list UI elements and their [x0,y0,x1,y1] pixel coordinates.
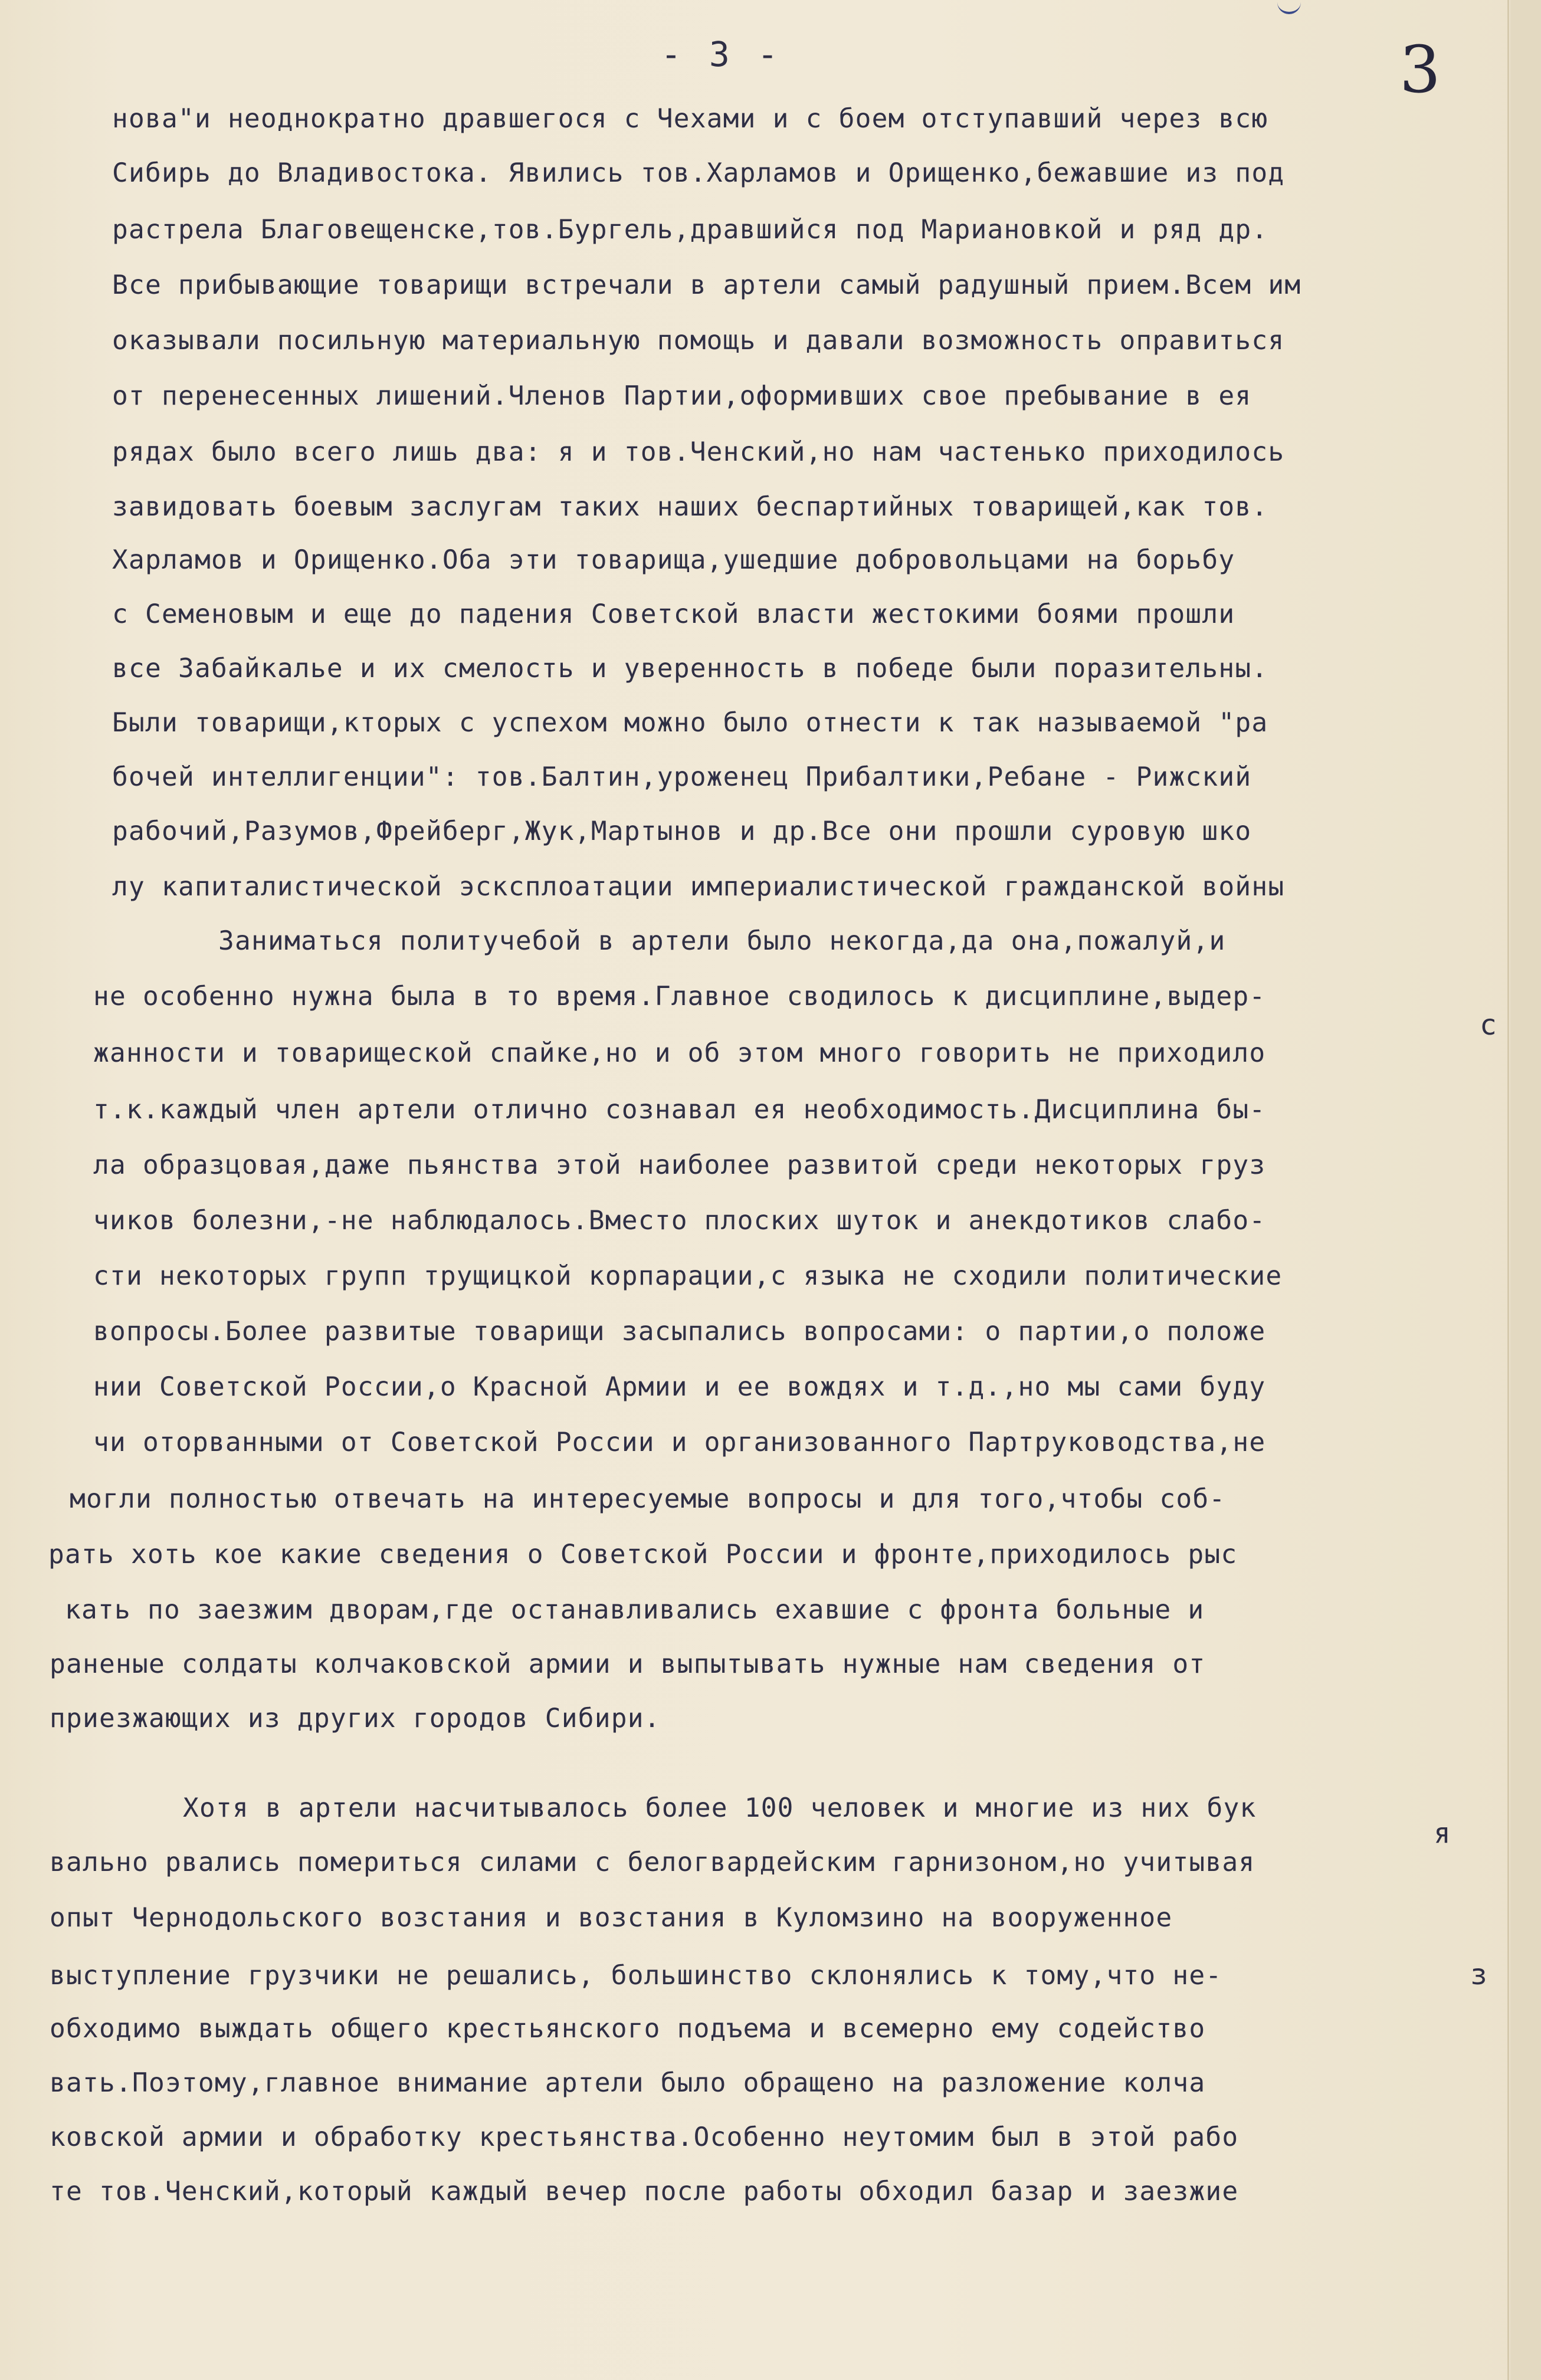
handwritten-correction: я [1434,1817,1451,1850]
text-line: Сибирь до Владивостока. Явились тов.Харламов и Орищенко,бежавшие из под [112,158,1285,188]
text-line: от перенесенных лишений.Членов Партии,оформивших свое пребывание в ея [112,381,1252,411]
text-line: приезжающих из других городов Сибири. [50,1703,661,1734]
text-line: кать по заезжим дворам,где останавливались ехавшие с фронта больные и [65,1595,1205,1625]
text-line: вопросы.Более развитые товарищи засыпались вопросами: о партии,о положе [93,1317,1266,1347]
text-line: Харламов и Орищенко.Оба эти товарища,ушедшие добровольцами на борьбу [112,545,1235,575]
page-margin-strip [1510,0,1541,2380]
text-line: Были товарищи,кторых с успехом можно было отнести к так называемой "ра [112,708,1268,738]
text-line: жанности и товарищеской спайке,но и об этом много говорить не приходило [93,1038,1266,1068]
text-line: оказывали посильную материальную помощь и давали возможность оправиться [112,326,1285,356]
handwritten-correction: з [1470,1958,1487,1991]
text-line: ковской армии и обработку крестьянства.Особенно неутомим был в этой рабо [50,2122,1239,2152]
text-line: чиков болезни,-не наблюдалось.Вместо плоских шуток и анекдотиков слабо- [93,1206,1266,1236]
pen-mark [1277,0,1301,14]
text-line: опыт Чернодольского возстания и возстания в Куломзино на вооруженное [50,1903,1173,1933]
text-line: сти некоторых групп трущицкой корпарации,с языка не сходили политические [93,1261,1283,1291]
text-line: вать.Поэтому,главное внимание артели было обращено на разложение колча [50,2068,1206,2098]
text-line: нова"и неоднократно дравшегося с Чехами и с боем отступавший через всю [112,104,1268,134]
text-line: не особенно нужна была в то время.Главное сводилось к дисциплине,выдер- [93,981,1266,1012]
text-line: с Семеновым и еще до падения Советской власти жестокими боями прошли [112,599,1235,629]
text-line: те тов.Ченский,который каждый вечер после работы обходил базар и заезжие [50,2177,1239,2207]
text-line: ла образцовая,даже пьянства этой наиболее развитой среди некоторых груз [93,1150,1266,1180]
text-line: чи оторванными от Советской России и организованного Партруководства,не [93,1427,1266,1457]
text-line: раненые солдаты колчаковской армии и выпытывать нужные нам сведения от [50,1649,1206,1679]
text-line: Хотя в артели насчитывалось более 100 человек и многие из них бук [183,1793,1257,1823]
text-line: Все прибывающие товарищи встречали в артели самый радушный прием.Всем им [112,270,1301,300]
text-line: могли полностью отвечать на интересуемые вопросы и для того,чтобы соб- [70,1484,1226,1514]
text-line: завидовать боевым заслугам таких наших беспартийных товарищей,как тов. [112,492,1268,522]
corner-page-number: 3 [1399,32,1441,107]
text-line: вально рвались помериться силами с белогвардейским гарнизоном,но учитывая [50,1847,1255,1877]
text-line: бочей интеллигенции": тов.Балтин,уроженец Прибалтики,Ребане - Рижский [112,762,1252,792]
text-line: рать хоть кое какие сведения о Советской России и фронте,приходилось рыс [48,1539,1238,1570]
text-line: т.к.каждый член артели отлично сознавал ея необходимость.Дисциплина бы- [93,1095,1266,1125]
text-line: нии Советской России,о Красной Армии и ее вождях и т.д.,но мы сами буду [93,1372,1266,1402]
text-line: растрела Благовещенске,тов.Бургель,дравшийся под Мариановкой и ряд др. [112,215,1268,245]
text-line: все Забайкалье и их смелость и уверенность в победе были поразительны. [112,654,1268,684]
text-line: обходимо выждать общего крестьянского подъема и всемерно ему содейство [50,2014,1206,2044]
text-line: рабочий,Разумов,Фрейберг,Жук,Мартынов и др.Все они прошли суровую шко [112,816,1252,846]
text-line: Заниматься политучебой в артели было некогда,да она,пожалуй,и [218,926,1226,956]
page-number: - 3 - [661,34,782,74]
text-line: выступление грузчики не решались, большинство склонялись к тому,что не- [50,1961,1222,1991]
handwritten-correction: с [1480,1009,1497,1042]
text-line: лу капиталистической эсксплоатации империалистической гражданской войны [112,872,1285,902]
text-line: рядах было всего лишь два: я и тов.Ченский,но нам частенько приходилось [112,437,1285,467]
page-edge [1507,0,1509,2380]
